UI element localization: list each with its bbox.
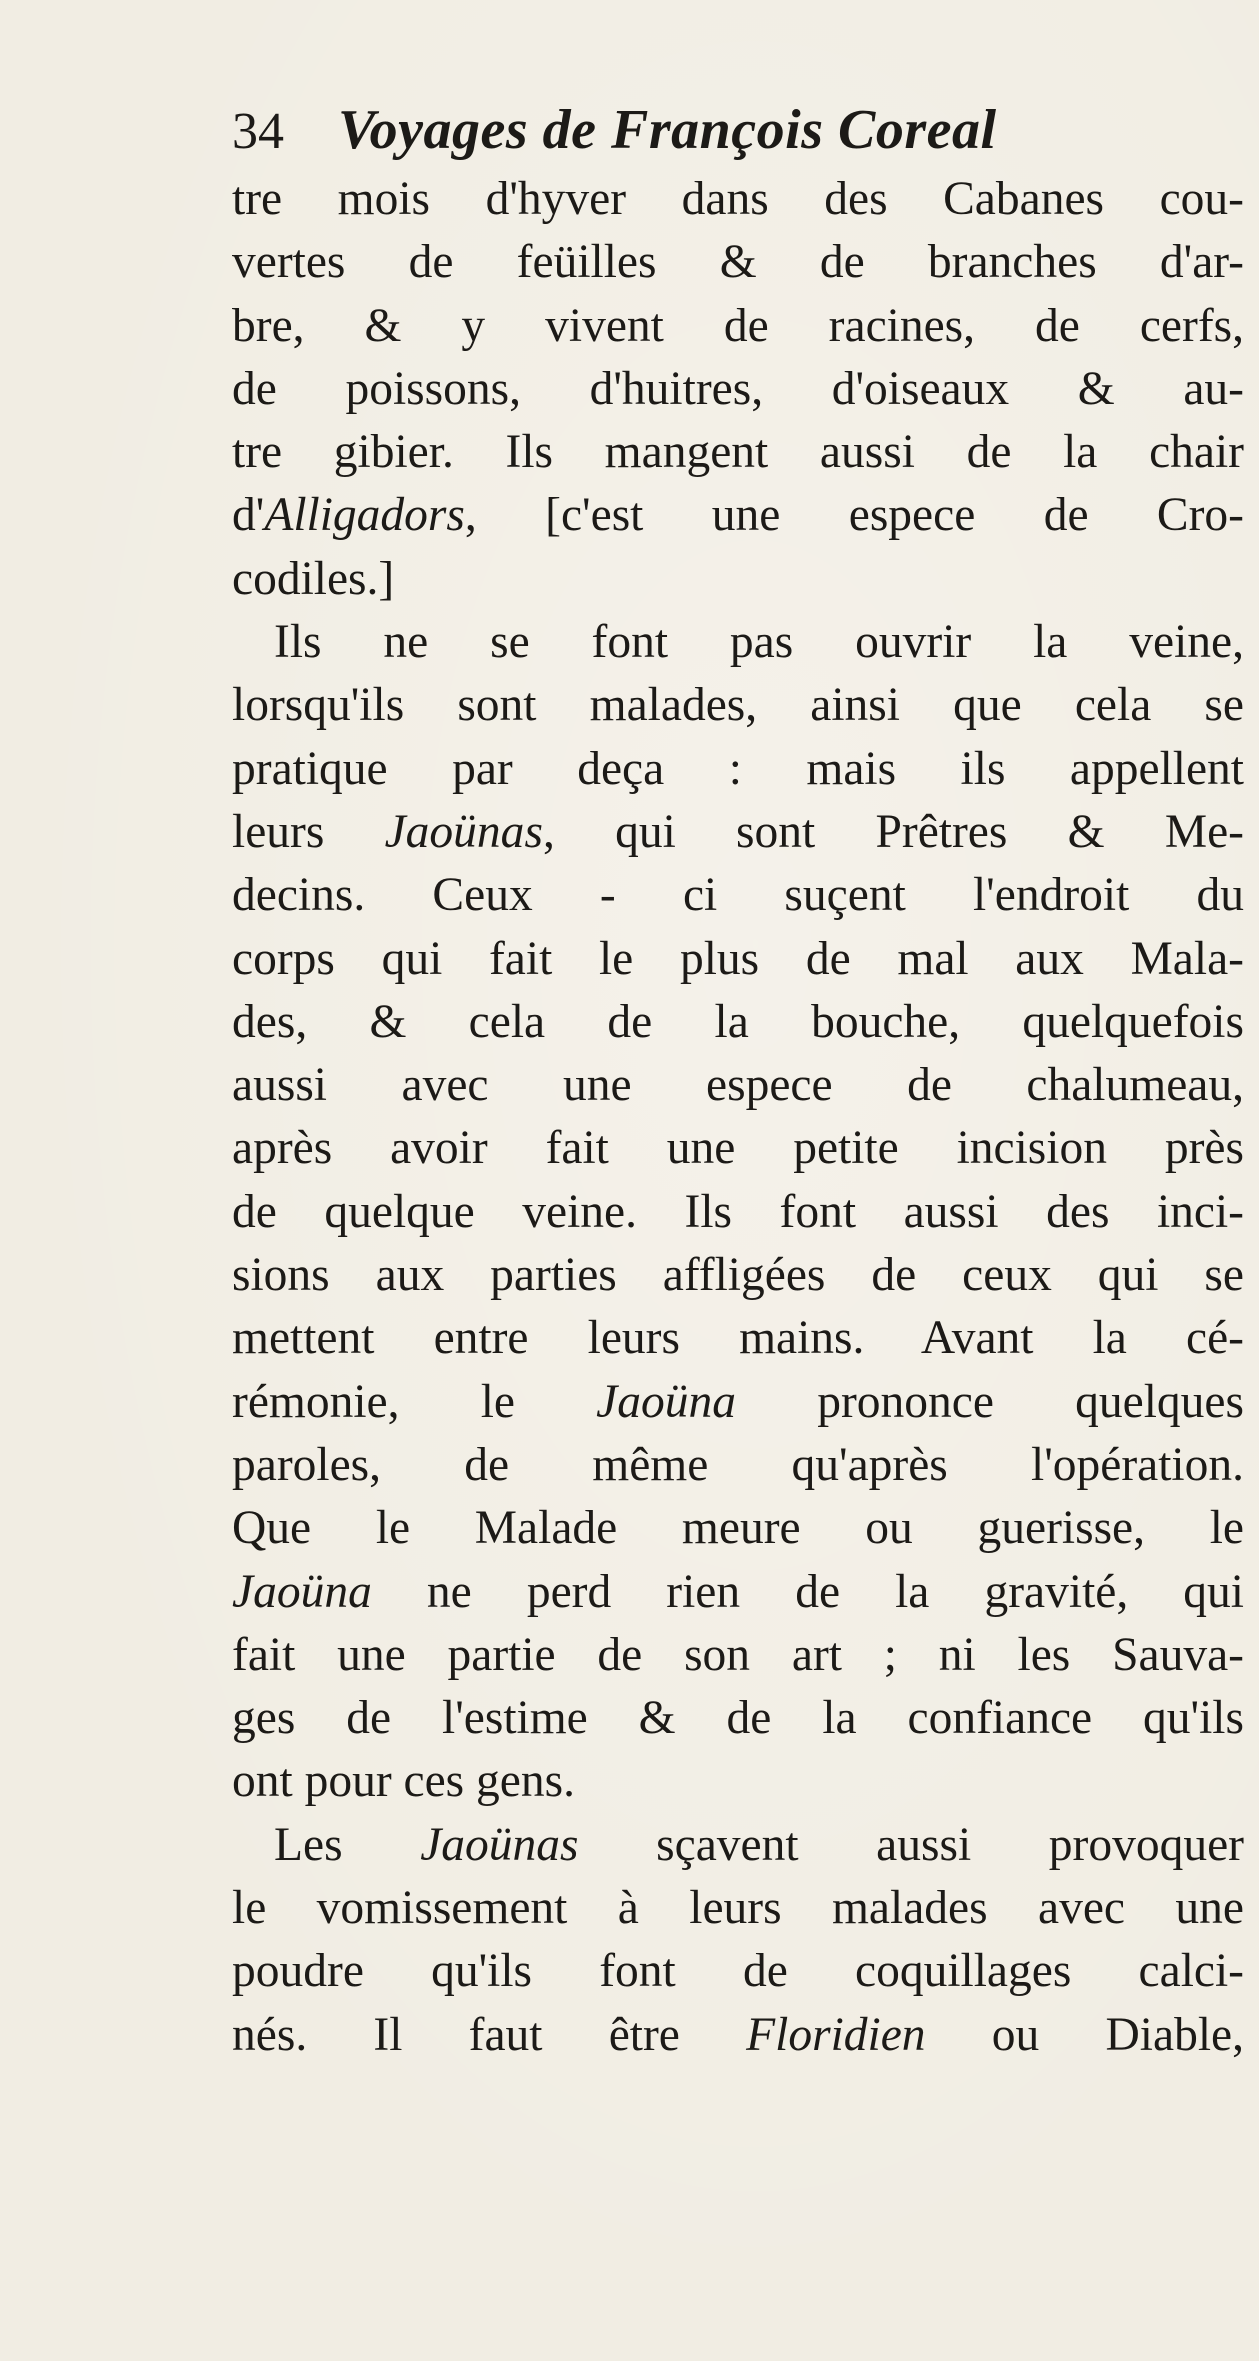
text-line: aussi avec une espece de chalumeau, (232, 1059, 1244, 1112)
text-line: le vomissement à leurs malades avec une (232, 1882, 1244, 1935)
text-line: nés. Il faut être Floridien ou Diable, (232, 2008, 1244, 2061)
text-line: mettent entre leurs mains. Avant la cé- (232, 1312, 1244, 1365)
page-header (232, 98, 997, 178)
text-line: decins. Ceux - ci suçent l'endroit du (232, 869, 1244, 922)
text-line: Que le Malade meure ou guerisse, le (232, 1502, 1244, 1555)
running-title: Voyages de François Coreal (338, 99, 997, 161)
text-line: de quelque veine. Ils font aussi des inci- (232, 1185, 1244, 1238)
body-text (232, 168, 1244, 2067)
text-line: ont pour ces gens. (232, 1755, 575, 1808)
text-line: Les Jaoünas sçavent aussi provoquer (274, 1818, 1244, 1871)
text-line: tre gibier. Ils mangent aussi de la chair (232, 426, 1244, 479)
page-number: 34 (232, 103, 284, 160)
text-line: pratique par deça : mais ils appellent (232, 742, 1244, 795)
text-line: vertes de feüilles & de branches d'ar- (232, 236, 1244, 289)
text-line: Ils ne se font pas ouvrir la veine, (274, 616, 1244, 669)
text-line: corps qui fait le plus de mal aux Mala- (232, 932, 1244, 985)
text-line: après avoir fait une petite incision près (232, 1122, 1244, 1175)
text-line: fait une partie de son art ; ni les Sauva- (232, 1628, 1244, 1681)
text-line: poudre qu'ils font de coquillages calci- (232, 1945, 1244, 1998)
text-line: codiles.] (232, 552, 395, 605)
text-line: rémonie, le Jaoüna prononce quelques (232, 1375, 1244, 1428)
text-line: lorsqu'ils sont malades, ainsi que cela se (232, 679, 1244, 732)
text-line: sions aux parties affligées de ceux qui se (232, 1249, 1244, 1302)
text-line: leurs Jaoünas, qui sont Prêtres & Me- (232, 805, 1244, 858)
text-line: des, & cela de la bouche, quelquefois (232, 995, 1244, 1048)
text-line: paroles, de même qu'après l'opération. (232, 1438, 1244, 1491)
text-line: bre, & y vivent de racines, de cerfs, (232, 299, 1244, 352)
text-line: ges de l'estime & de la confiance qu'ils (232, 1692, 1244, 1745)
text-line: d'Alligadors, [c'est une espece de Cro- (232, 489, 1244, 542)
text-line: Jaoüna ne perd rien de la gravité, qui (232, 1565, 1244, 1618)
text-line: tre mois d'hyver dans des Cabanes cou- (232, 173, 1244, 225)
text-line: de poissons, d'huitres, d'oiseaux & au- (232, 362, 1244, 415)
